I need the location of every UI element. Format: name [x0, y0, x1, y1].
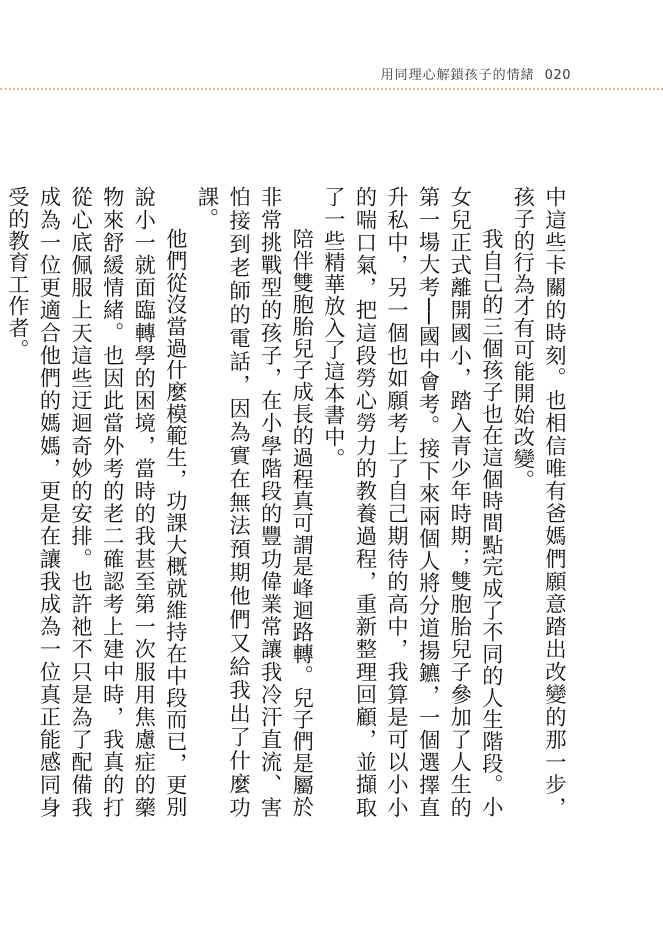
running-header-book-title: 用同理心解鎖孩子的情緒 — [380, 68, 535, 83]
paragraph — [0, 186, 2, 818]
header-dotted-rule — [0, 88, 663, 90]
paragraph: 我自己的三個孩子也在這個時間點完成了不同的人生階段。小女兒正式離開國小，踏入青少年時期；雙胞胎兒子參加了人生的第一場大考──國中會考。接下來兩個人將分道揚鑣，一個選擇直升私中，另一個也如願考上了自己期待的高中，我算是可以小小的喘口氣，把這段勞心勞力的教養過程，重新整理回顧，並擷取了一些精華放入了這本書中。 — [321, 186, 505, 818]
paragraph-continuation: 中這些卡關的時刻。也相信唯有爸媽們願意踏出改變的那一步，孩子的行為才有可能開始改變。 — [511, 186, 568, 818]
paragraph: 陪伴雙胞胎兒子成長的過程真可謂是峰迴路轉。兒子們是屬於非常挑戰型的孩子，在小學階段的豐功偉業常讓我冷汗直流、害怕接到老師的電話，因為實在無法預期他們又給我出了什麼功課。 — [195, 186, 316, 818]
vertical-text-body — [5, 186, 571, 818]
page-number: 020 — [544, 68, 571, 83]
paragraph: 他們從沒當過什麼模範生，功課大概就維持在中段而已，更別說小一就面臨轉學的困境，當時的我甚至第一次服用焦慮症的藥物來舒緩情緒。也因此當外考的老二確認考上建中時，我真的打從心底佩服上天這些迂迴奇妙的安排。也許祂不只是為了配備我成為一位更適合他們的媽媽，更是在讓我成為一位真正能感同身受的教育工作者。 — [5, 186, 189, 818]
running-header — [381, 64, 571, 83]
